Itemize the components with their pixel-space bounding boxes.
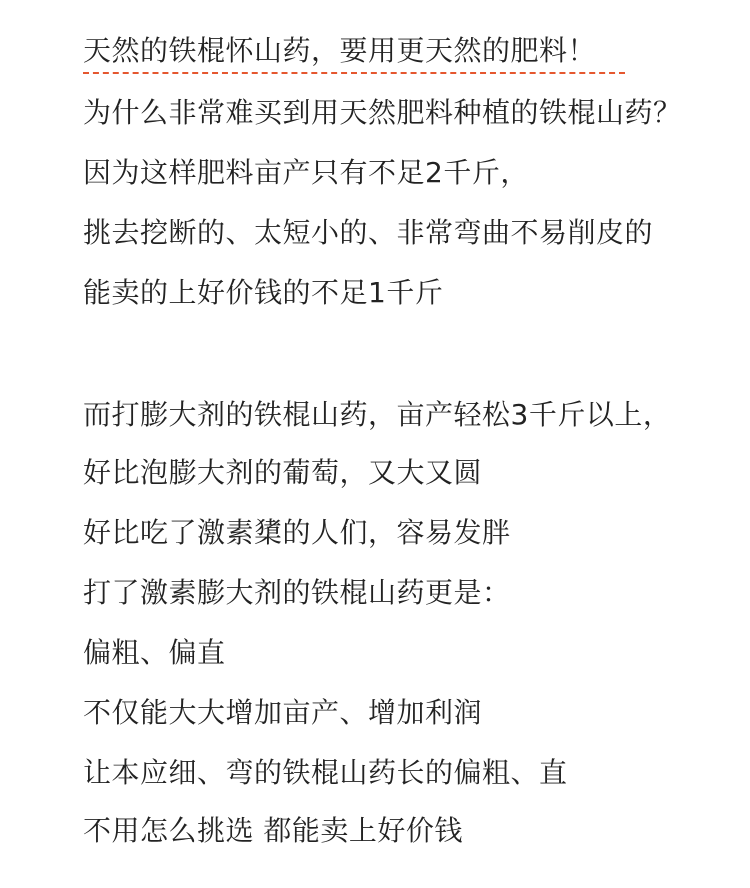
paragraph-2-line-4: 打了激素膨大剂的铁棍山药更是： [83,576,511,609]
paragraph-2-line-8: 不用怎么挑选 都能卖上好价钱 [83,814,463,847]
paragraph-1-line-4: 能卖的上好价钱的不足1千斤 [83,276,444,309]
paragraph-2-line-3: 好比吃了激素橥的人们，容易发胖 [83,516,511,549]
paragraph-2-line-7: 让本应细、弯的铁棍山药长的偏粗、直 [83,756,568,789]
paragraph-2-line-1: 而打膨大剂的铁棍山药，亩产轻松3千斤以上， [83,398,672,431]
paragraph-2-line-6: 不仅能大大增加亩产、增加利润 [83,696,483,729]
heading-dashed-underline [83,72,625,74]
paragraph-1-line-3: 挑去挖断的、太短小的、非常弯曲不易削皮的 [83,216,654,249]
article-heading: 天然的铁棍怀山药，要用更天然的肥料！ [83,34,597,67]
paragraph-2-line-2: 好比泡膨大剂的葡萄，又大又圆 [83,456,483,489]
paragraph-2-line-5: 偏粗、偏直 [83,636,226,669]
paragraph-1-line-1: 为什么非常难买到用天然肥料种植的铁棍山药？ [83,96,682,129]
paragraph-1-line-2: 因为这样肥料亩产只有不足2千斤， [83,156,529,189]
